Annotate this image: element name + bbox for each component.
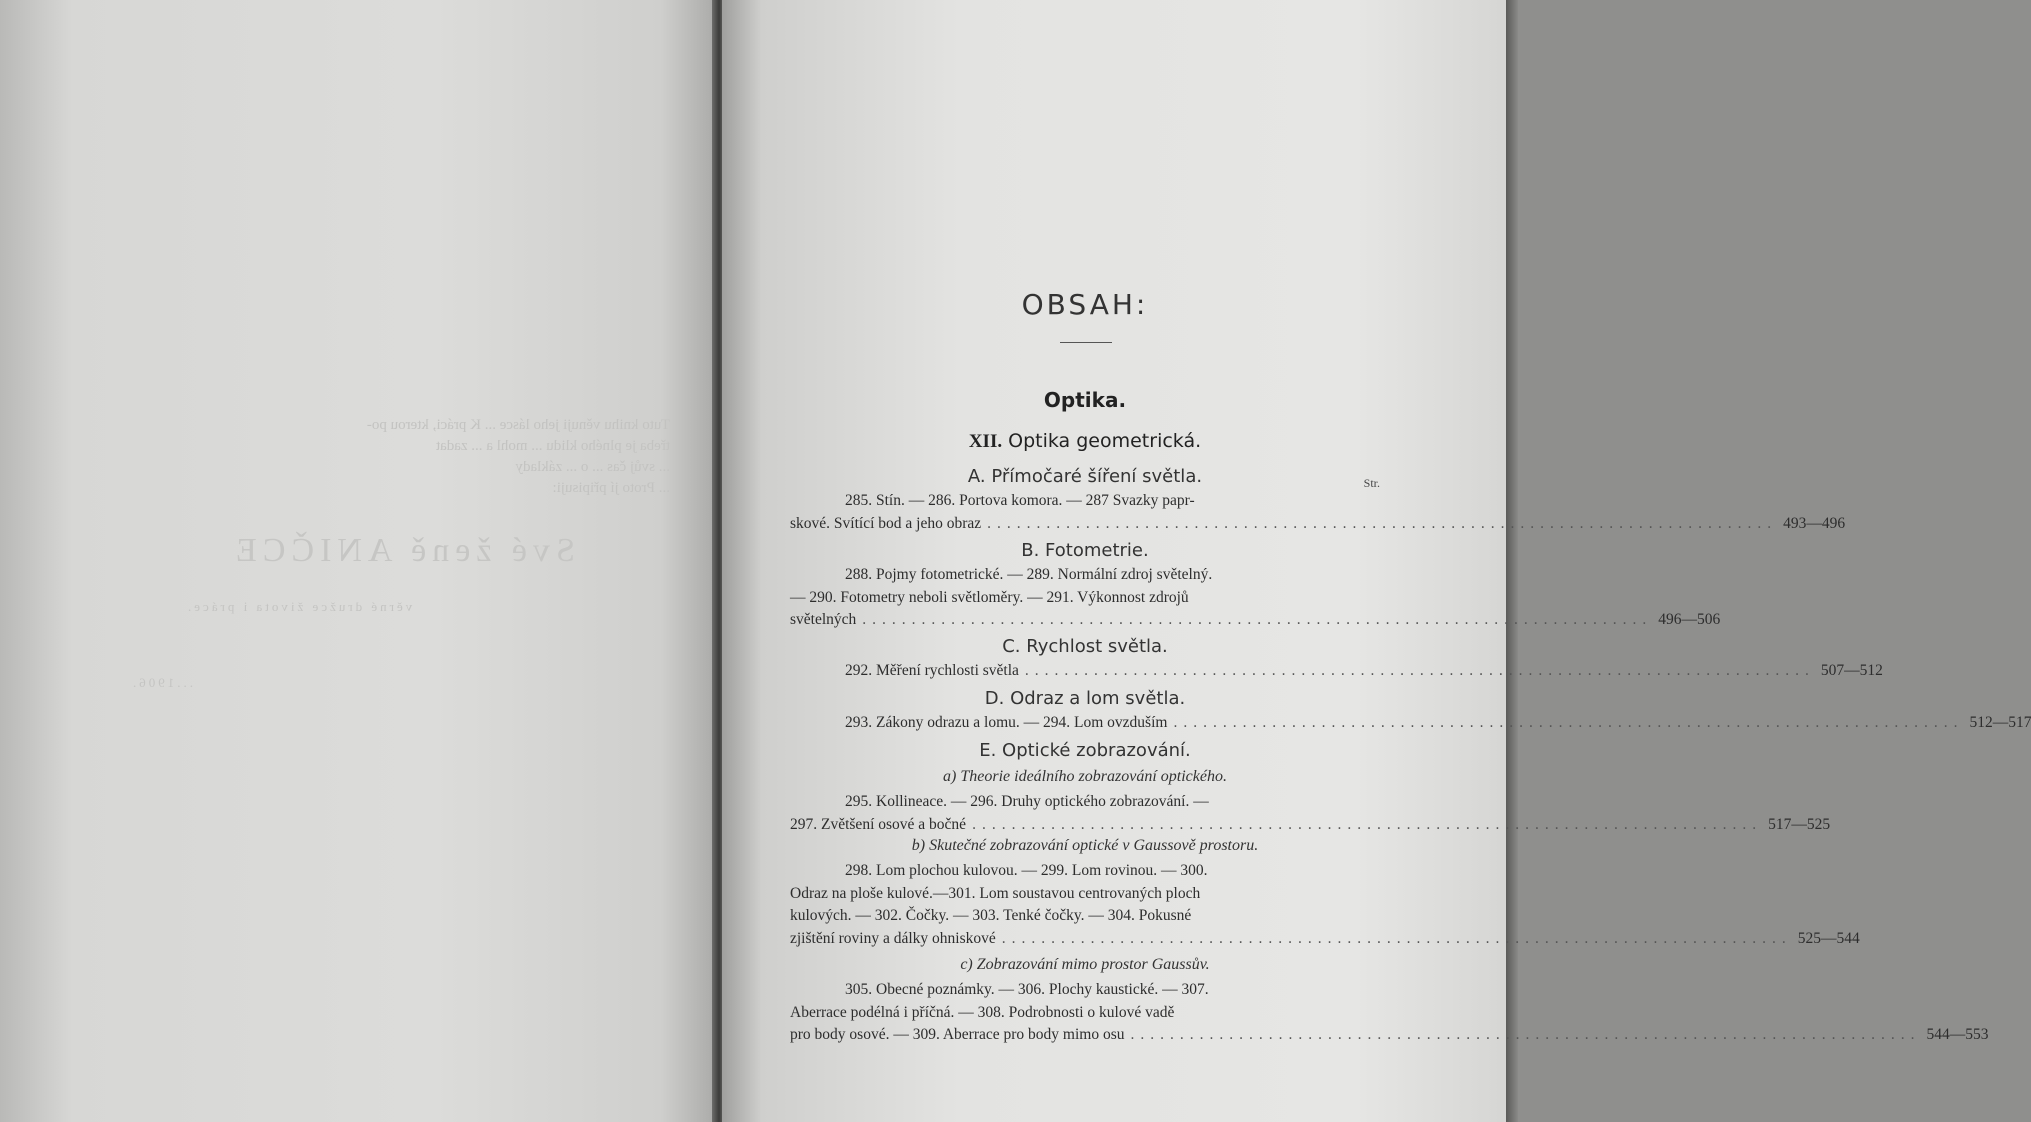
toc-entry [790,564,1721,632]
dot-leader: ................................................................................ [972,815,1763,833]
subsection-heading: a) Theorie ideálního zobrazování optického. [943,768,1227,785]
entry-text: 297. Zvětšení osové a bočné [790,815,967,833]
page-range: 525—544 [1797,929,1860,947]
section-heading: D. Odraz a lom světla. [984,688,1186,709]
section-heading: C. Rychlost světla. [1002,636,1168,657]
chapter-number: XII. [968,431,1003,452]
entry-line [790,587,1380,610]
entry-text: Aberrace podélná i příčná. — 308. Podrobnosti o kulové vadě [790,1003,1175,1021]
page-range: 517—525 [1768,815,1831,833]
entry-line [790,712,2031,735]
entry-text: kulových. — 302. Čočky. — 303. Tenké čočky. — 304. Pokusné [790,907,1192,924]
bleed-line: třeba je plného klidu ... mohl a ... zadat [435,438,670,454]
chapter-heading [790,430,1380,453]
toc-entry [790,660,1883,683]
dot-leader: ................................................................................ [1001,929,1792,947]
subsection-heading: b) Skutečné zobrazování optické v Gaussově prostoru. [911,837,1259,854]
page-range: 496—506 [1658,611,1721,628]
entry-line [790,1002,1380,1025]
entry-line [790,814,1831,837]
toc-entry [790,791,1831,836]
dot-leader: ................................................................................ [987,514,1778,532]
entry-line [790,979,1380,1002]
show-through-dedication: Své ženě ANIČCE [230,532,575,569]
toc-entry [790,712,2031,735]
entry-text: — 290. Fotometry neboli světloměry. — 291. Výkonnost zdrojů [790,588,1189,606]
chapter-title: Optika geometrická. [1008,430,1202,452]
page-range: 493—496 [1783,514,1846,532]
page-range: 507—512 [1820,662,1883,679]
entry-line [790,609,1721,632]
toc-entry [790,860,1860,950]
entry-text: skové. Svítící bod a jeho obraz [790,514,982,532]
entry-text: 298. Lom plochou kulovou. — 299. Lom rovinou. — 300. [845,862,1208,879]
entry-line [790,513,1846,536]
show-through-date: ...1906. [130,675,193,690]
title-divider [1060,342,1112,343]
entry-line [790,490,1380,513]
subsection-heading: c) Zobrazování mimo prostor Gaussův. [960,956,1210,973]
entry-text: 292. Měření rychlosti světla [845,662,1019,679]
dot-leader: ................................................................................ [1173,714,1964,731]
toc-entry [790,490,1846,535]
entry-line [790,905,1380,928]
left-page [0,0,718,1122]
page-edge [1506,0,1518,1122]
entry-text: 285. Stín. — 286. Portova komora. — 287 Svazky papr- [845,492,1195,509]
section-heading: E. Optické zobrazování. [979,740,1191,761]
page-title: OBSAH: [1021,288,1149,321]
bleed-line: Tuto knihu věnuji jeho lásce ... K práci, kterou po- [366,417,670,433]
page-range: 544—553 [1926,1026,1989,1043]
entry-text: zjištění roviny a dálky ohniskové [790,929,996,947]
page-range: 512—517 [1969,714,2031,731]
entry-text: Odraz na ploše kulové.—301. Lom soustavou centrovaných ploch [790,884,1201,902]
entry-text: 295. Kollineace. — 296. Druhy optického zobrazování. — [845,793,1209,810]
dot-leader: ................................................................................ [1130,1026,1921,1043]
entry-text: světelných [790,611,857,628]
bleed-line: ... svůj čas ... o ... základy [515,459,670,475]
entry-line [790,883,1380,906]
entry-text: 293. Zákony odrazu a lomu. — 294. Lom ovzduším [845,714,1168,731]
entry-text: 305. Obecné poznámky. — 306. Plochy kaustické. — 307. [845,981,1209,998]
section-heading: B. Fotometrie. [1021,540,1149,561]
entry-text: 288. Pojmy fotometrické. — 289. Normální zdroj světelný. [845,566,1213,583]
toc-entry [790,979,1989,1047]
dot-leader: ................................................................................ [1024,662,1815,679]
entry-line [790,791,1380,814]
entry-line [790,1024,1989,1047]
dot-leader: ................................................................................ [862,611,1653,628]
right-page [722,0,1512,1122]
show-through-subtitle: věrné družce života i práce. [185,599,413,614]
entry-line [790,564,1380,587]
show-through-text [70,415,670,499]
bleed-line: ... Proto jí připisuji: [552,480,670,496]
part-heading: Optika. [1043,388,1127,412]
entry-line [790,660,1883,683]
entry-line [790,928,1860,951]
entry-text: pro body osové. — 309. Aberrace pro body mimo osu [790,1026,1125,1043]
section-heading: A. Přímočaré šíření světla. [967,466,1203,487]
entry-line [790,860,1380,883]
page-column-label: Str. [1363,476,1380,490]
